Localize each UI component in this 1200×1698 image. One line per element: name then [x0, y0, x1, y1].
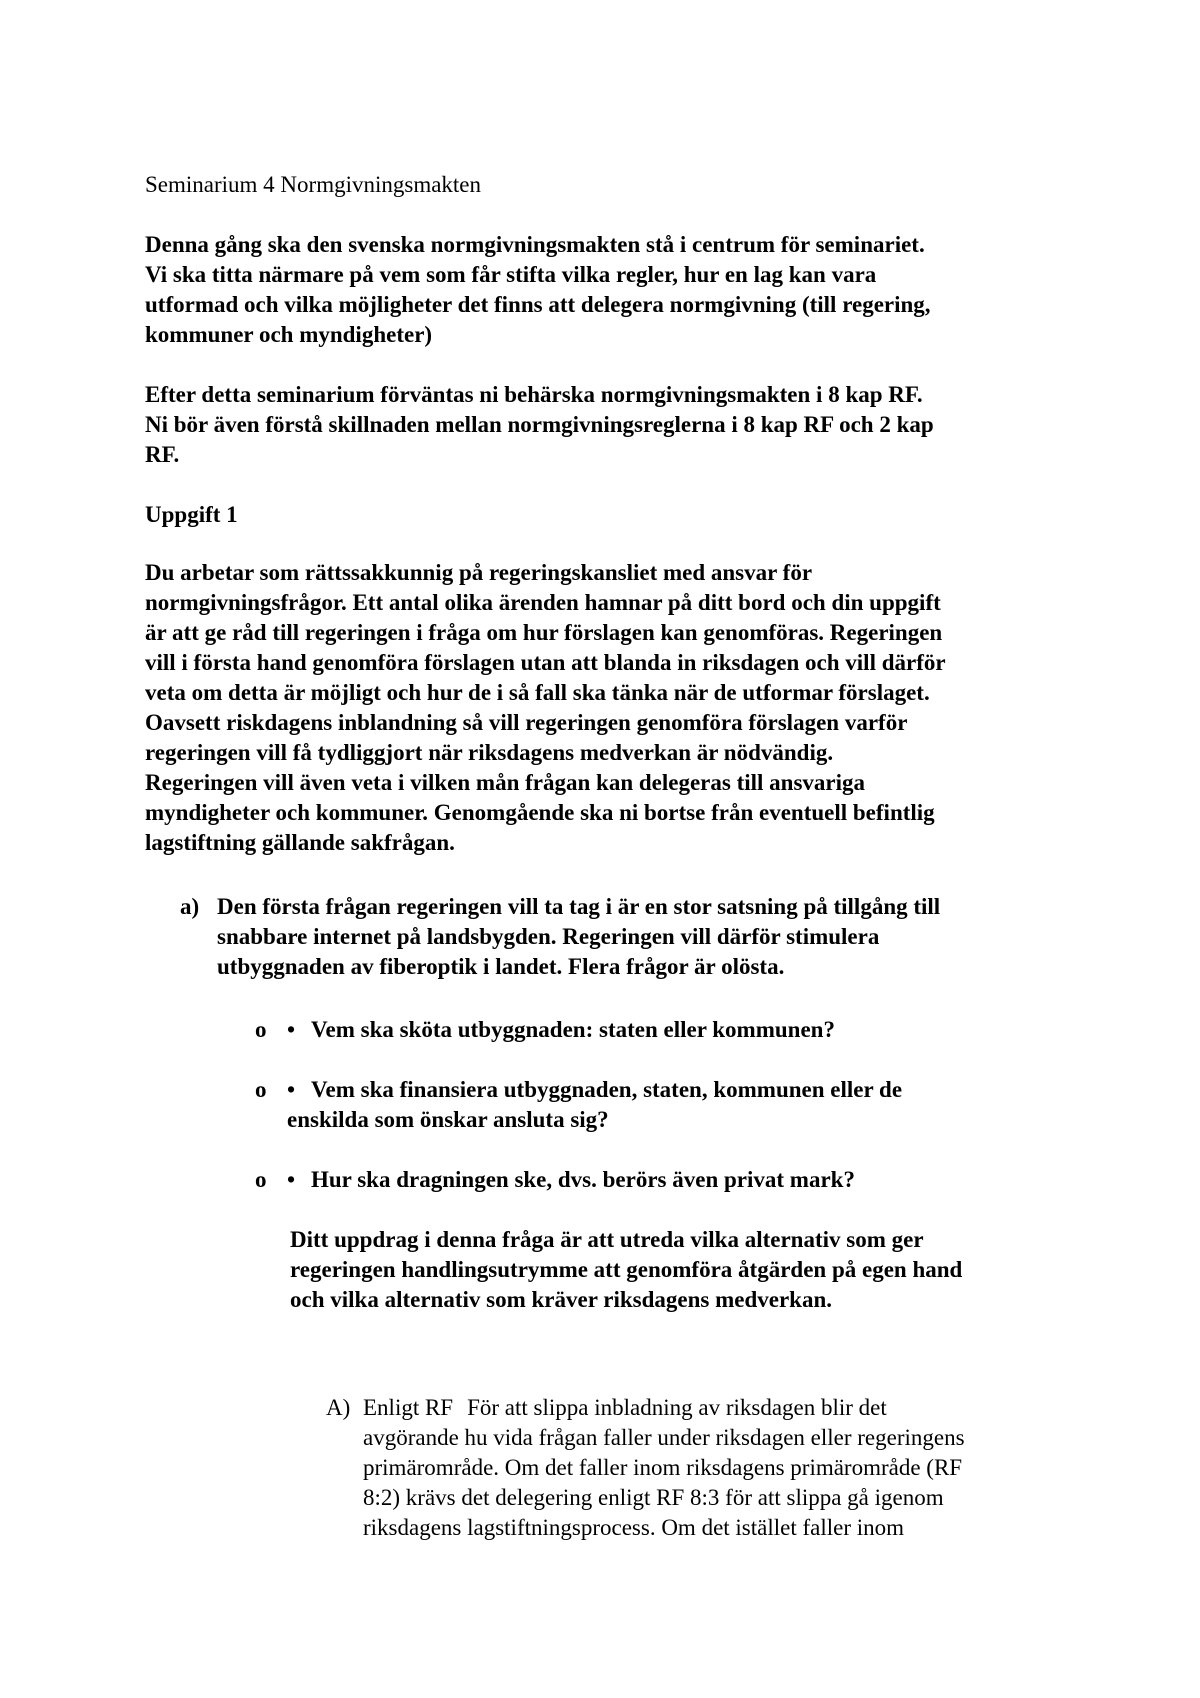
task-line: normgivningsfrågor. Ett antal olika ärenden hamnar på ditt bord och din uppgift — [145, 590, 941, 615]
question-line: Vem ska sköta utbyggnaden: staten eller kommunen? — [311, 1017, 835, 1042]
task-line: Oavsett riskdagens inblandning så vill regeringen genomföra förslagen varför — [145, 710, 908, 735]
dot-bullet-icon: • — [287, 1077, 296, 1102]
assignment-line: och vilka alternativ som kräver riksdagens medverkan. — [290, 1287, 832, 1312]
answer-lead: Enligt RF — [363, 1395, 454, 1420]
dot-bullet-icon: • — [287, 1167, 296, 1192]
task-line: Regeringen vill även veta i vilken mån frågan kan delegeras till ansvariga — [145, 770, 865, 795]
circle-bullet-icon: o — [255, 1017, 267, 1042]
answer-marker: A) — [326, 1395, 351, 1420]
question-text — [311, 1165, 1091, 1195]
question-line: enskilda som önskar ansluta sig? — [287, 1107, 609, 1132]
list-item-a-line: Den första frågan regeringen vill ta tag i är en stor satsning på tillgång till — [217, 894, 941, 919]
assignment-line: Ditt uppdrag i denna fråga är att utreda vilka alternativ som ger — [290, 1227, 924, 1252]
list-item-a-line: snabbare internet på landsbygden. Regeringen vill därför stimulera — [217, 924, 880, 949]
assignment-paragraph — [290, 1225, 1090, 1315]
question-text — [311, 1015, 1091, 1045]
task-line: myndigheter och kommuner. Genomgående ska ni bortse från eventuell befintlig — [145, 800, 935, 825]
answer-line: riksdagens lagstiftningsprocess. Om det istället faller inom — [363, 1515, 905, 1540]
circle-bullet-icon: o — [255, 1167, 267, 1192]
task-paragraph — [145, 558, 1085, 858]
list-item-a-line: utbyggnaden av fiberoptik i landet. Flera frågor är olösta. — [217, 954, 785, 979]
task-line: veta om detta är möjligt och hur de i så fall ska tänka när de utformar förslaget. — [145, 680, 930, 705]
intro-line: utformad och vilka möjligheter det finns att delegera normgivning (till regering, — [145, 292, 931, 317]
task-line: vill i första hand genomföra förslagen utan att blanda in riksdagen och vill därför — [145, 650, 946, 675]
task-heading: Uppgift 1 — [145, 502, 238, 527]
list-marker-a: a) — [180, 894, 200, 919]
answer-line: avgörande hu vida frågan faller under riksdagen eller regeringens — [363, 1425, 965, 1450]
answer-first-line-rest: För att slippa inbladning av riksdagen blir det — [467, 1395, 887, 1420]
task-line: Du arbetar som rättssakkunnig på regeringskansliet med ansvar för — [145, 560, 813, 585]
task-line: lagstiftning gällande sakfrågan. — [145, 830, 455, 855]
task-line: är att ge råd till regeringen i fråga om hur förslagen kan genomföras. Regeringen — [145, 620, 943, 645]
expectation-line: Ni bör även förstå skillnaden mellan normgivningsreglerna i 8 kap RF och 2 kap — [145, 412, 934, 437]
task-line: regeringen vill få tydliggjort när riksdagens medverkan är nödvändig. — [145, 740, 834, 765]
question-text — [287, 1075, 1091, 1135]
dot-bullet-icon: • — [287, 1017, 296, 1042]
list-item-a-text — [217, 892, 1077, 982]
expectation-line: RF. — [145, 442, 180, 467]
document-title: Seminarium 4 Normgivningsmakten — [145, 172, 482, 197]
intro-line: Denna gång ska den svenska normgivningsmakten stå i centrum för seminariet. — [145, 232, 925, 257]
answer-line: 8:2) krävs det delegering enligt RF 8:3 för att slippa gå igenom — [363, 1485, 944, 1510]
question-line: Hur ska dragningen ske, dvs. berörs även privat mark? — [311, 1167, 855, 1192]
intro-line: Vi ska titta närmare på vem som får stifta vilka regler, hur en lag kan vara — [145, 262, 877, 287]
circle-bullet-icon: o — [255, 1077, 267, 1102]
question-line: Vem ska finansiera utbyggnaden, staten, kommunen eller de — [311, 1077, 903, 1102]
assignment-line: regeringen handlingsutrymme att genomföra åtgärden på egen hand — [290, 1257, 963, 1282]
answer-line: primärområde. Om det faller inom riksdagens primärområde (RF — [363, 1455, 963, 1480]
answer-first-line — [363, 1393, 1123, 1423]
intro-line: kommuner och myndigheter) — [145, 322, 433, 347]
answer-text — [363, 1393, 1123, 1543]
intro-paragraph — [145, 230, 1085, 350]
expectation-line: Efter detta seminarium förväntas ni behärska normgivningsmakten i 8 kap RF. — [145, 382, 923, 407]
expectation-paragraph — [145, 380, 1085, 470]
